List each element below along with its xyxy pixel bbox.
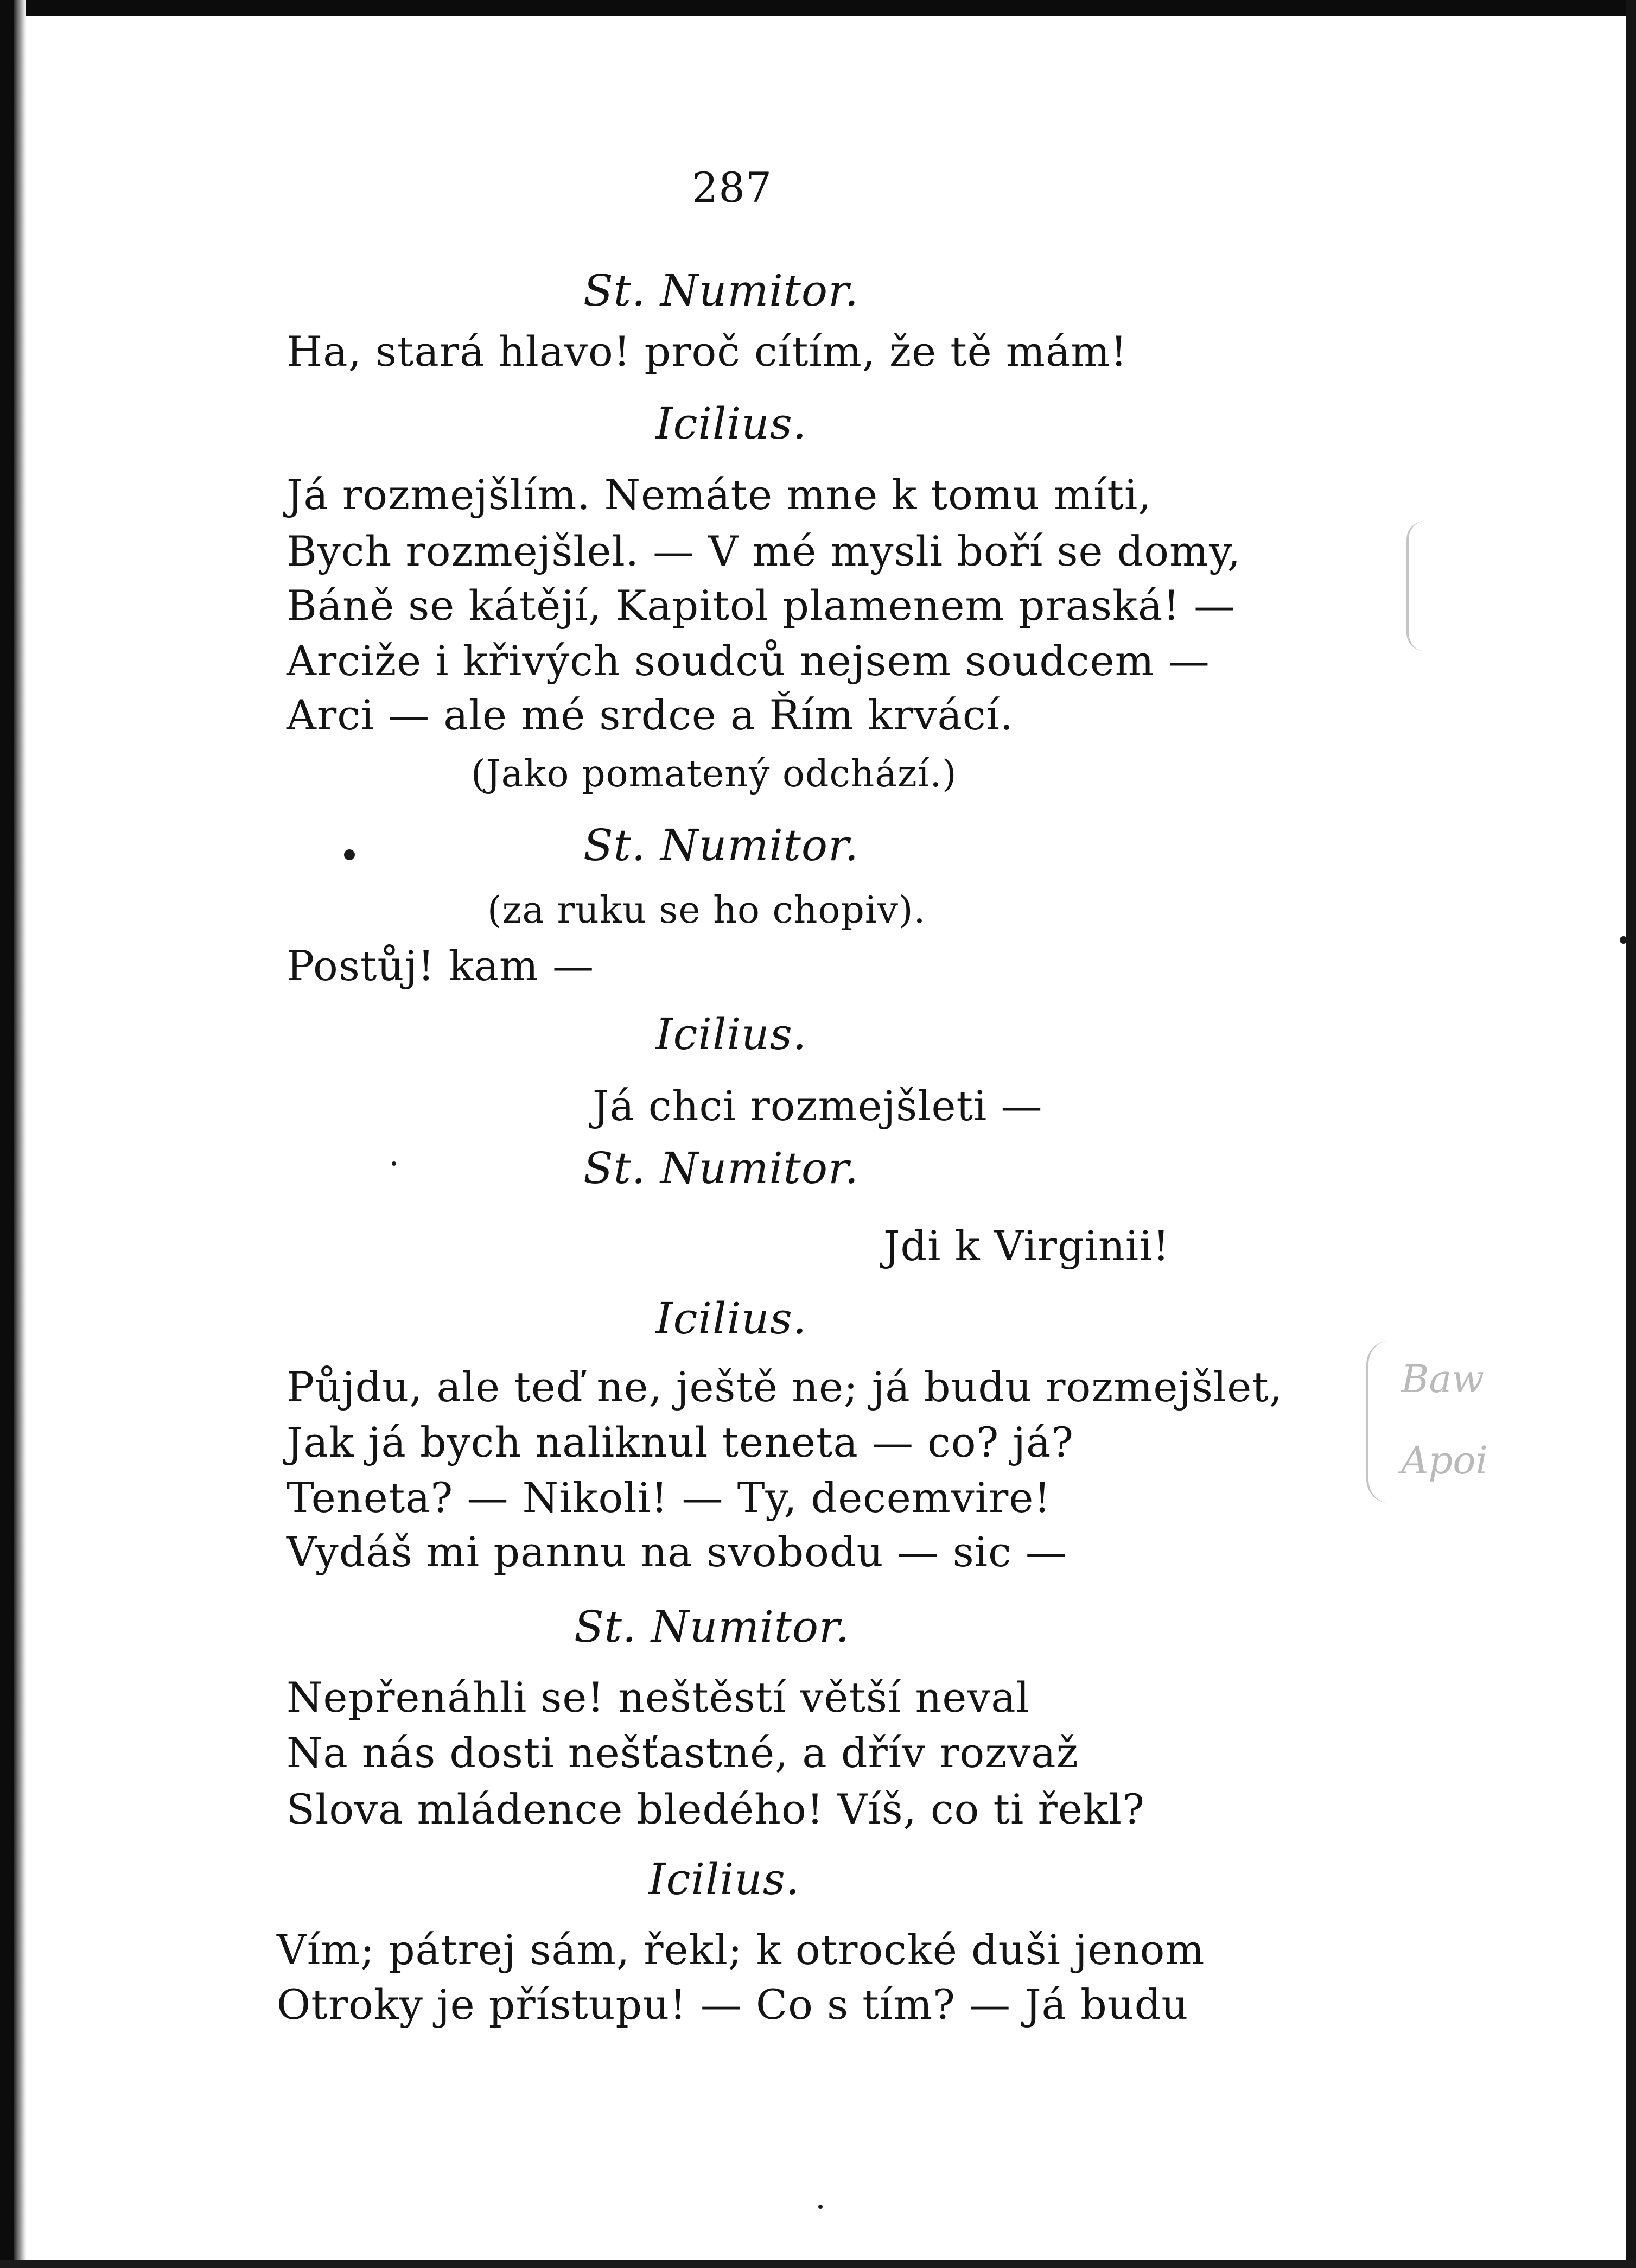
margin-pencil-bracket	[1366, 1341, 1390, 1503]
verse-line: Otroky je přístupu! — Co s tím? — Já budu	[277, 1980, 1189, 2029]
verse-line: Arciže i křivých soudců nejsem soudcem —	[287, 637, 1210, 685]
speaker-heading: Icilius.	[655, 1293, 807, 1344]
verse-line: Na nás dosti nešťastné, a dřív rozvaž	[287, 1729, 1079, 1777]
speaker-heading: St. Numitor.	[583, 265, 859, 316]
verse-line: Bych rozmejšlel. — V mé mysli boří se domy,	[287, 527, 1242, 575]
verse-line: Já chci rozmejšleti —	[593, 1082, 1043, 1130]
speaker-heading: St. Numitor.	[583, 820, 859, 871]
scan-border-right	[1626, 0, 1636, 2268]
margin-pencil-note: Apoi	[1401, 1438, 1488, 1483]
speaker-heading: Icilius.	[648, 1854, 800, 1904]
stage-direction: (za ruku se ho chopiv).	[487, 889, 926, 932]
print-speck	[344, 849, 355, 860]
verse-line: Vydáš mi pannu na svobodu — sic —	[287, 1528, 1067, 1576]
scan-border-shadow	[14, 0, 26, 2268]
speaker-heading: Icilius.	[655, 398, 807, 449]
verse-line: Nepřenáhli se! neštěstí větší neval	[287, 1673, 1030, 1721]
print-speck	[818, 2205, 823, 2209]
stage-direction: (Jako pomatený odchází.)	[471, 753, 957, 796]
speaker-heading: St. Numitor.	[583, 1143, 859, 1193]
margin-pencil-line	[1406, 521, 1425, 651]
verse-line: Půjdu, ale teď ne, ještě ne; já budu rozmejšlet,	[287, 1363, 1283, 1411]
speaker-heading: Icilius.	[655, 1009, 807, 1059]
verse-line: Vím; pátrej sám, řekl; k otrocké duši jenom	[277, 1926, 1205, 1974]
verse-line: Já rozmejšlím. Nemáte mne k tomu míti,	[287, 471, 1152, 519]
print-speck	[1620, 936, 1627, 944]
scan-border-left	[0, 0, 14, 2268]
verse-line: Jdi k Virginii!	[883, 1222, 1170, 1270]
print-speck	[392, 1161, 396, 1166]
verse-line: Teneta? — Nikoli! — Ty, decemvire!	[287, 1473, 1051, 1522]
verse-line: Ha, stará hlavo! proč cítím, že tě mám!	[287, 327, 1128, 376]
verse-line: Báně se kátějí, Kapitol plamenem praská! —	[287, 581, 1236, 630]
scan-border-top	[0, 0, 1636, 16]
verse-line: Jak já bych naliknul teneta — co? já?	[287, 1418, 1074, 1466]
scan-border-bottom	[0, 2260, 1636, 2268]
margin-pencil-note: Baw	[1401, 1357, 1485, 1401]
verse-line: Arci — ale mé srdce a Řím krvácí.	[287, 691, 1014, 739]
verse-line: Postůj! kam —	[287, 942, 595, 990]
speaker-heading: St. Numitor.	[574, 1602, 850, 1652]
verse-line: Slova mládence bledého! Víš, co ti řekl?	[287, 1785, 1145, 1833]
page-number: 287	[692, 163, 773, 212]
